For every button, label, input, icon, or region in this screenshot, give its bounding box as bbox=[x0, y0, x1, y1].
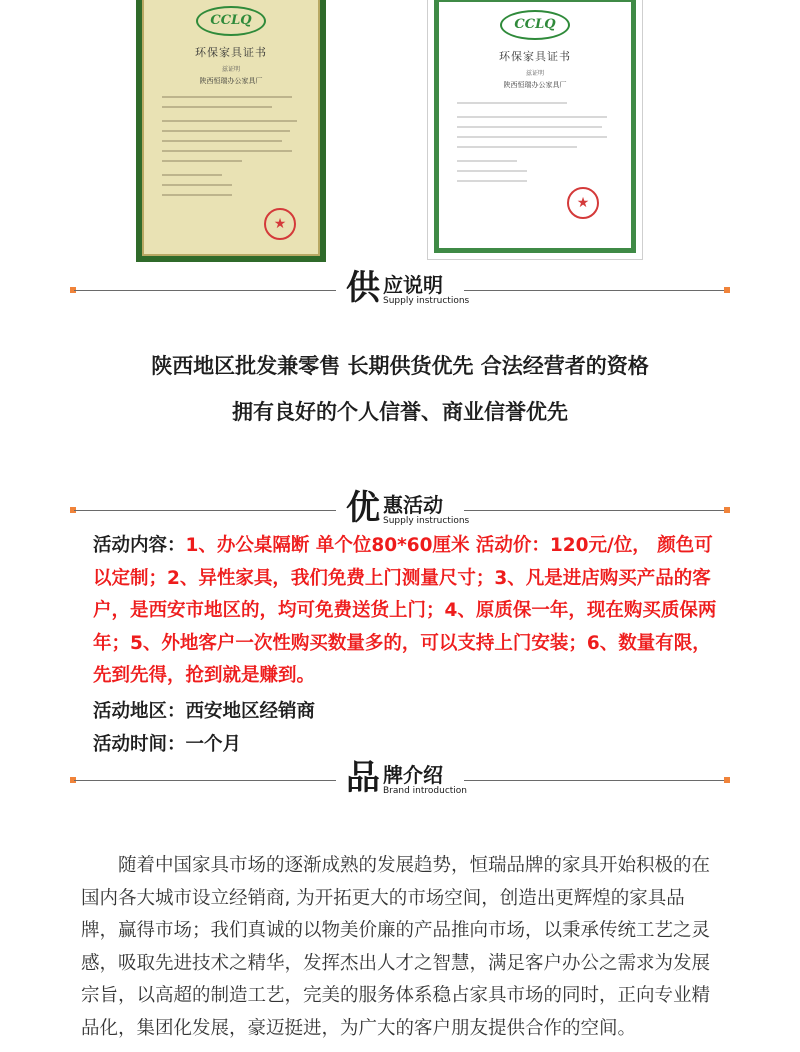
certificate-subtitle: 兹证明 bbox=[525, 70, 544, 77]
certificate-company: 陕西恒瑞办公家具厂 bbox=[199, 77, 263, 85]
red-seal-icon: ★ bbox=[567, 187, 599, 219]
supply-line-1: 陕西地区批发兼零售 长期供货优先 合法经营者的资格 bbox=[151, 354, 649, 378]
heading-big-char: 供 bbox=[346, 268, 380, 308]
cclq-logo: CCLQ bbox=[500, 10, 570, 40]
heading-subtitle-en: Supply instructions bbox=[383, 516, 470, 526]
cclq-logo: CCLQ bbox=[196, 6, 266, 36]
certificate-company: 陕西恒瑞办公家具厂 bbox=[503, 81, 567, 89]
heading-subtitle-en: Brand introduction bbox=[383, 786, 468, 796]
section-heading-promo bbox=[70, 490, 730, 530]
promo-region: 活动地区：西安地区经销商 bbox=[93, 701, 316, 722]
promo-content bbox=[93, 530, 725, 693]
heading-big-char: 品 bbox=[346, 758, 380, 798]
certificate-subtitle: 兹证明 bbox=[221, 66, 240, 73]
certificate-title: 环保家具证书 bbox=[195, 46, 267, 59]
heading-title: 应说明 bbox=[383, 273, 443, 297]
certificate-title: 环保家具证书 bbox=[499, 50, 571, 63]
promo-duration: 活动时间：一个月 bbox=[93, 734, 242, 755]
red-seal-icon: ★ bbox=[264, 208, 296, 240]
certificate-image-right bbox=[427, 0, 643, 260]
heading-title: 惠活动 bbox=[383, 493, 443, 517]
heading-subtitle-en: Supply instructions bbox=[383, 296, 470, 306]
certificate-image-left bbox=[136, 0, 326, 262]
heading-title: 牌介绍 bbox=[383, 763, 443, 787]
promo-content-text: 1、办公桌隔断 单个位80*60厘米 活动价：120元/位， 颜色可以定制；2、异性家具，我们免费上门测量尺寸；3、凡是进店购买产品的客户，是西安市地区的，均可免费送货上门；4、原质保一年，现在购买质保两年；5、外地客户一次性购买数量多的，可以支持上门安装；6、数量有限，先到先得，抢到就是赚到。 bbox=[93, 535, 717, 686]
section-heading-brand bbox=[70, 760, 730, 800]
brand-introduction-text: 随着中国家具市场的逐渐成熟的发展趋势，恒瑞品牌的家具开始积极的在国内各大城市设立经销商, 为开拓更大的市场空间，创造出更辉煌的家具品牌，赢得市场；我们真诚的以物美价廉的产品推向市场，以秉承传统工艺之灵感，吸取先进技术之精华，发挥杰出人才之智慧，满足客户办公之需求为发展宗旨，以高超的制造工艺，完美的服务体系稳占家具市场的同时，正向专业精品化，集团化发展，豪迈挺进，为广大的客户朋友提供合作的空间。 bbox=[81, 855, 711, 1039]
promo-content-label: 活动内容： bbox=[93, 535, 186, 556]
supply-line-2: 拥有良好的个人信誉、商业信誉优先 bbox=[232, 400, 568, 424]
heading-big-char: 优 bbox=[346, 488, 380, 528]
section-heading-supply bbox=[70, 270, 730, 310]
